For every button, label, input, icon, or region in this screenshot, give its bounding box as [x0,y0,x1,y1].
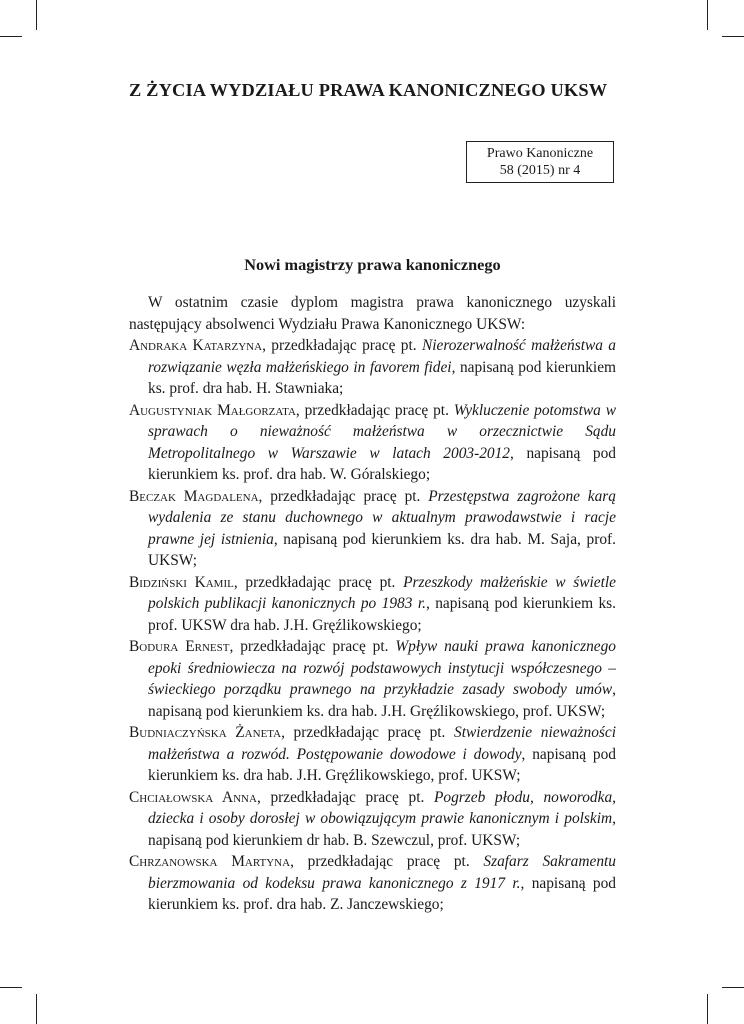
entry-lead: , przedkładając pracę pt. [229,638,396,655]
entry-lead: , przedkładając pracę pt. [262,337,422,354]
crop-mark [707,0,708,30]
entry-supervisor: , napisaną pod kierunkiem ks. dra hab. J.H. Gręźlikowskiego, prof. UKSW; [148,745,616,784]
thesis-title: Przeszkody małżeńskie w świetle polskich publikacji kanonicznych po 1983 r. [148,573,617,612]
entry-supervisor: , napisaną pod kierunkiem ks. dra hab. J.H. Gręźlikowskiego, prof. UKSW; [148,681,616,720]
journal-issue: 58 (2015) nr 4 [499,163,581,178]
journal-info-box [466,141,614,183]
entry-lead: , przedkładając pracę pt. [295,401,454,419]
entry-lead: , przedkładając pracę pt. [281,724,455,741]
crop-mark [36,994,37,1024]
graduate-name: Bidziński Kamil [129,573,234,591]
graduate-name: Beczak Magdalena [129,487,259,505]
entry-supervisor: , napisaną pod kierunkiem ks. dra hab. M. Saja, prof. UKSW; [148,530,616,569]
entry-supervisor: , napisaną pod kierunkiem ks. prof. UKSW dra hab. J.H. Gręźlikowskiego; [148,595,616,634]
graduate-entry [129,722,616,787]
graduate-entry [129,572,616,637]
article-title: Nowi magistrzy prawa kanonicznego [244,255,501,274]
graduate-entry [129,851,616,916]
graduate-entry [129,636,616,722]
graduate-name: Budniaczyńska Żaneta [129,724,282,741]
journal-name: Prawo Kanoniczne [486,146,594,161]
graduate-name: Augustyniak Małgorzata [129,401,296,419]
entry-supervisor: , napisaną pod kierunkiem ks. prof. dra hab. Z. Janczewskiego; [148,874,616,913]
entry-supervisor: , napisaną pod kierunkiem ks. prof. dra hab. H. Stawniaka; [148,358,616,397]
thesis-title: Stwierdzenie nieważności małżeństwa a rozwód. Postępowanie dowodowe i dowody [148,724,616,763]
entry-lead: , przedkładając pracę pt. [233,573,404,591]
crop-mark [722,987,744,988]
thesis-title: Szafarz Sakramentu bierzmowania od kodeksu prawa kanonicznego z 1917 r. [148,853,616,892]
graduate-name: Chrzanowska Martyna [129,853,291,870]
graduate-name: Bodura Ernest [129,638,230,655]
intro-paragraph: W ostatnim czasie dyplom magistra prawa kanonicznego uzyskali następujący absolwenci Wydziału Prawa Kanonicznego UKSW: [129,294,616,333]
crop-mark [0,987,22,988]
entry-lead: , przedkładając pracę pt. [290,853,484,870]
graduate-name: Chciałowska Anna [129,788,257,806]
thesis-title: Nierozerwalność małżeństwa a rozwiązanie węzła małżeńskiego in favorem fidei [148,337,616,376]
article-body [129,292,616,916]
entry-supervisor: , napisaną pod kierunkiem dr hab. B. Szewczul, prof. UKSW; [148,810,616,849]
crop-mark [0,36,22,37]
thesis-title: Przestępstwa zagrożone karą wydalenia ze stanu duchownego w aktualnym prawodawstwie i racje prawne jej istnienia [148,487,616,548]
section-title: Z ŻYCIA WYDZIAŁU PRAWA KANONICZNEGO UKSW [129,80,608,100]
graduate-entry [129,400,616,486]
entry-lead: , przedkładając pracę pt. [256,788,434,806]
thesis-title: Pogrzeb płodu, noworodka, dziecka i osoby dorosłej w obowiązującym prawie kanonicznym i polskim [148,788,616,827]
crop-mark [707,994,708,1024]
graduate-name: Andraka Katarzyna [129,337,263,354]
thesis-title: Wykluczenie potomstwa w sprawach o nieważność małżeństwa w orzecznictwie Sądu Metropolitalnego w Warszawie w latach 2003-2012 [148,401,616,462]
graduate-entry [129,787,616,852]
thesis-title: Wpływ nauki prawa kanonicznego epoki średniowiecza na rozwój podstawowych instytucji współczesnego – świeckiego porządku prawnego na przykładzie zasady swobody umów [148,638,616,698]
crop-mark [36,0,37,30]
crop-mark [722,36,744,37]
graduate-entry [129,335,616,400]
entry-supervisor: , napisaną pod kierunkiem ks. prof. dra hab. W. Góralskiego; [148,444,616,483]
entry-lead: , przedkładając pracę pt. [258,487,429,505]
graduate-entry [129,486,616,572]
